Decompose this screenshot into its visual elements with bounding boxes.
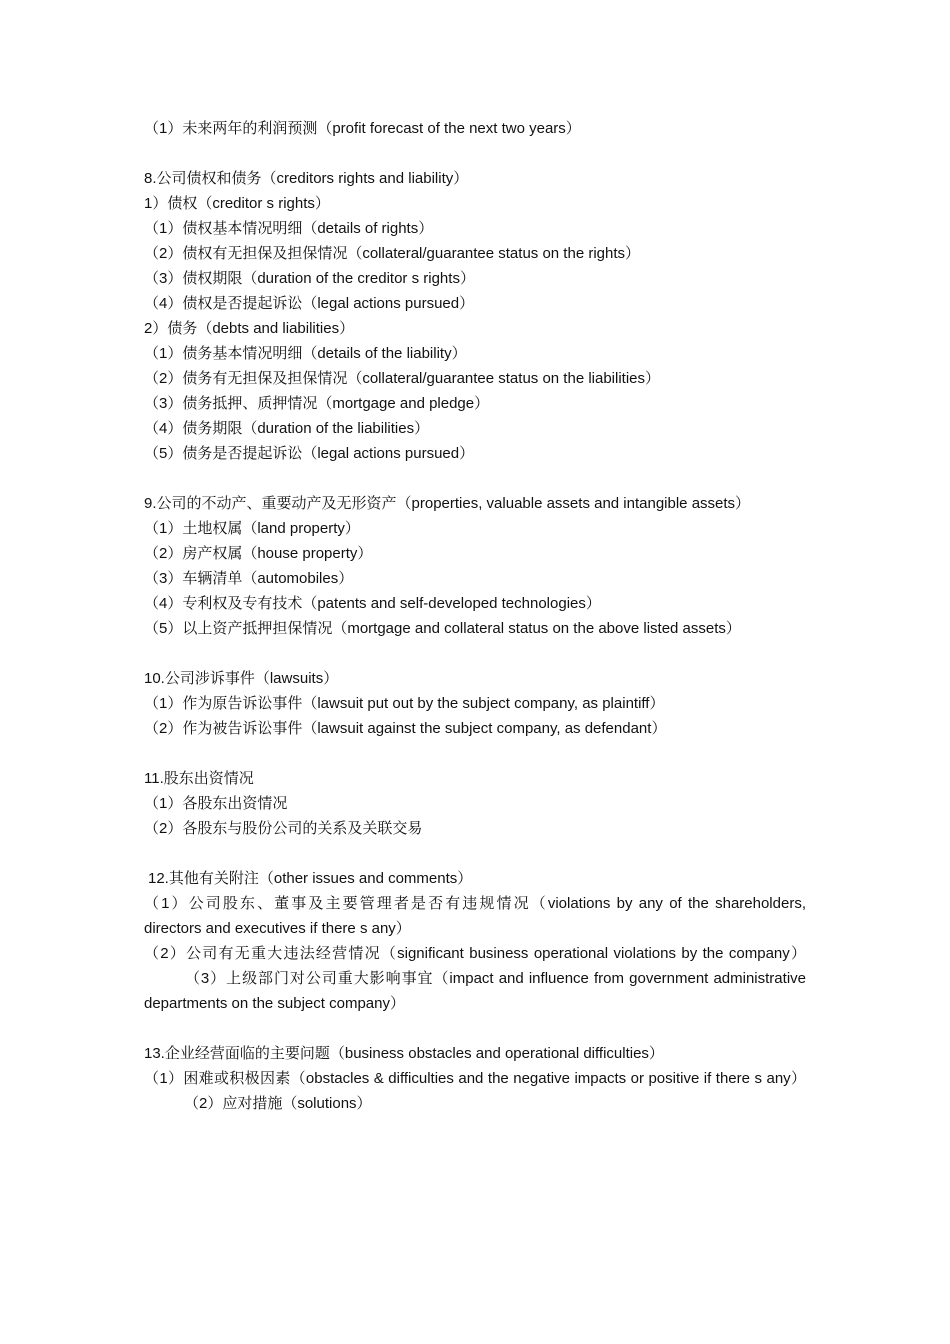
debts-subheading: 2）债务（debts and liabilities）: [144, 320, 355, 337]
rights-subheading: 1）债权（creditor s rights）: [144, 195, 330, 212]
list-item: （3）债权期限（duration of the creditor s rights）: [144, 270, 475, 287]
list-item: （1）公司股东、董事及主要管理者是否有违规情况（violations by any of the shareholders, directors and executives if there s any）: [144, 895, 806, 937]
spacer: [144, 841, 806, 866]
list-item: （3）上级部门对公司重大影响事宜（impact and influence from government administrative departments on the subject company）: [144, 970, 806, 1012]
list-item: （2）房产权属（house property）: [144, 545, 373, 562]
list-item: （5）以上资产抵押担保情况（mortgage and collateral status on the above listed assets）: [144, 620, 741, 637]
spacer: [144, 1016, 806, 1041]
section-8-heading: 8.公司债权和债务（creditors rights and liability）: [144, 170, 469, 187]
list-item: （2）各股东与股份公司的关系及关联交易: [144, 820, 423, 837]
section-9-heading: 9.公司的不动产、重要动产及无形资产（properties, valuable assets and intangible assets）: [144, 495, 751, 512]
list-item: （4）债务期限（duration of the liabilities）: [144, 420, 430, 437]
spacer: [144, 466, 806, 491]
list-item: （2）债权有无担保及担保情况（collateral/guarantee status on the rights）: [144, 245, 641, 262]
list-item: （1）债权基本情况明细（details of rights）: [144, 220, 434, 237]
spacer: [144, 141, 806, 166]
list-item: （1）各股东出资情况: [144, 795, 288, 812]
document-body: [144, 116, 806, 1116]
list-item: （1）困难或积极因素（obstacles & difficulties and the negative impacts or positive if there s any）: [144, 1070, 806, 1087]
spacer: [144, 741, 806, 766]
profit-forecast-line: （1）未来两年的利润预测（profit forecast of the next two years）: [144, 120, 581, 137]
list-item: （2）作为被告诉讼事件（lawsuit against the subject company, as defendant）: [144, 720, 667, 737]
list-item: （3）车辆清单（automobiles）: [144, 570, 354, 587]
list-item: （2）应对措施（solutions）: [184, 1095, 372, 1112]
list-item: （1）债务基本情况明细（details of the liability）: [144, 345, 467, 362]
section-10-heading: 10.公司涉诉事件（lawsuits）: [144, 670, 339, 687]
list-item: （4）专利权及专有技术（patents and self-developed technologies）: [144, 595, 601, 612]
list-item: （1）土地权属（land property）: [144, 520, 360, 537]
list-item: （3）债务抵押、质押情况（mortgage and pledge）: [144, 395, 490, 412]
list-item: （5）债务是否提起诉讼（legal actions pursued）: [144, 445, 475, 462]
section-11-heading: 11.股东出资情况: [144, 770, 254, 787]
section-13-heading: 13.企业经营面临的主要问题（business obstacles and operational difficulties）: [144, 1045, 664, 1062]
spacer: [144, 641, 806, 666]
list-item: （1）作为原告诉讼事件（lawsuit put out by the subject company, as plaintiff）: [144, 695, 665, 712]
list-item-group: [144, 1066, 806, 1116]
list-item: （4）债权是否提起诉讼（legal actions pursued）: [144, 295, 475, 312]
list-item-group: [144, 941, 806, 1016]
section-12-heading: 12.其他有关附注（other issues and comments）: [148, 870, 473, 887]
list-item: （2）债务有无担保及担保情况（collateral/guarantee status on the liabilities）: [144, 370, 661, 387]
list-item: （2）公司有无重大违法经营情况（significant business operational violations by the company）: [144, 945, 806, 962]
